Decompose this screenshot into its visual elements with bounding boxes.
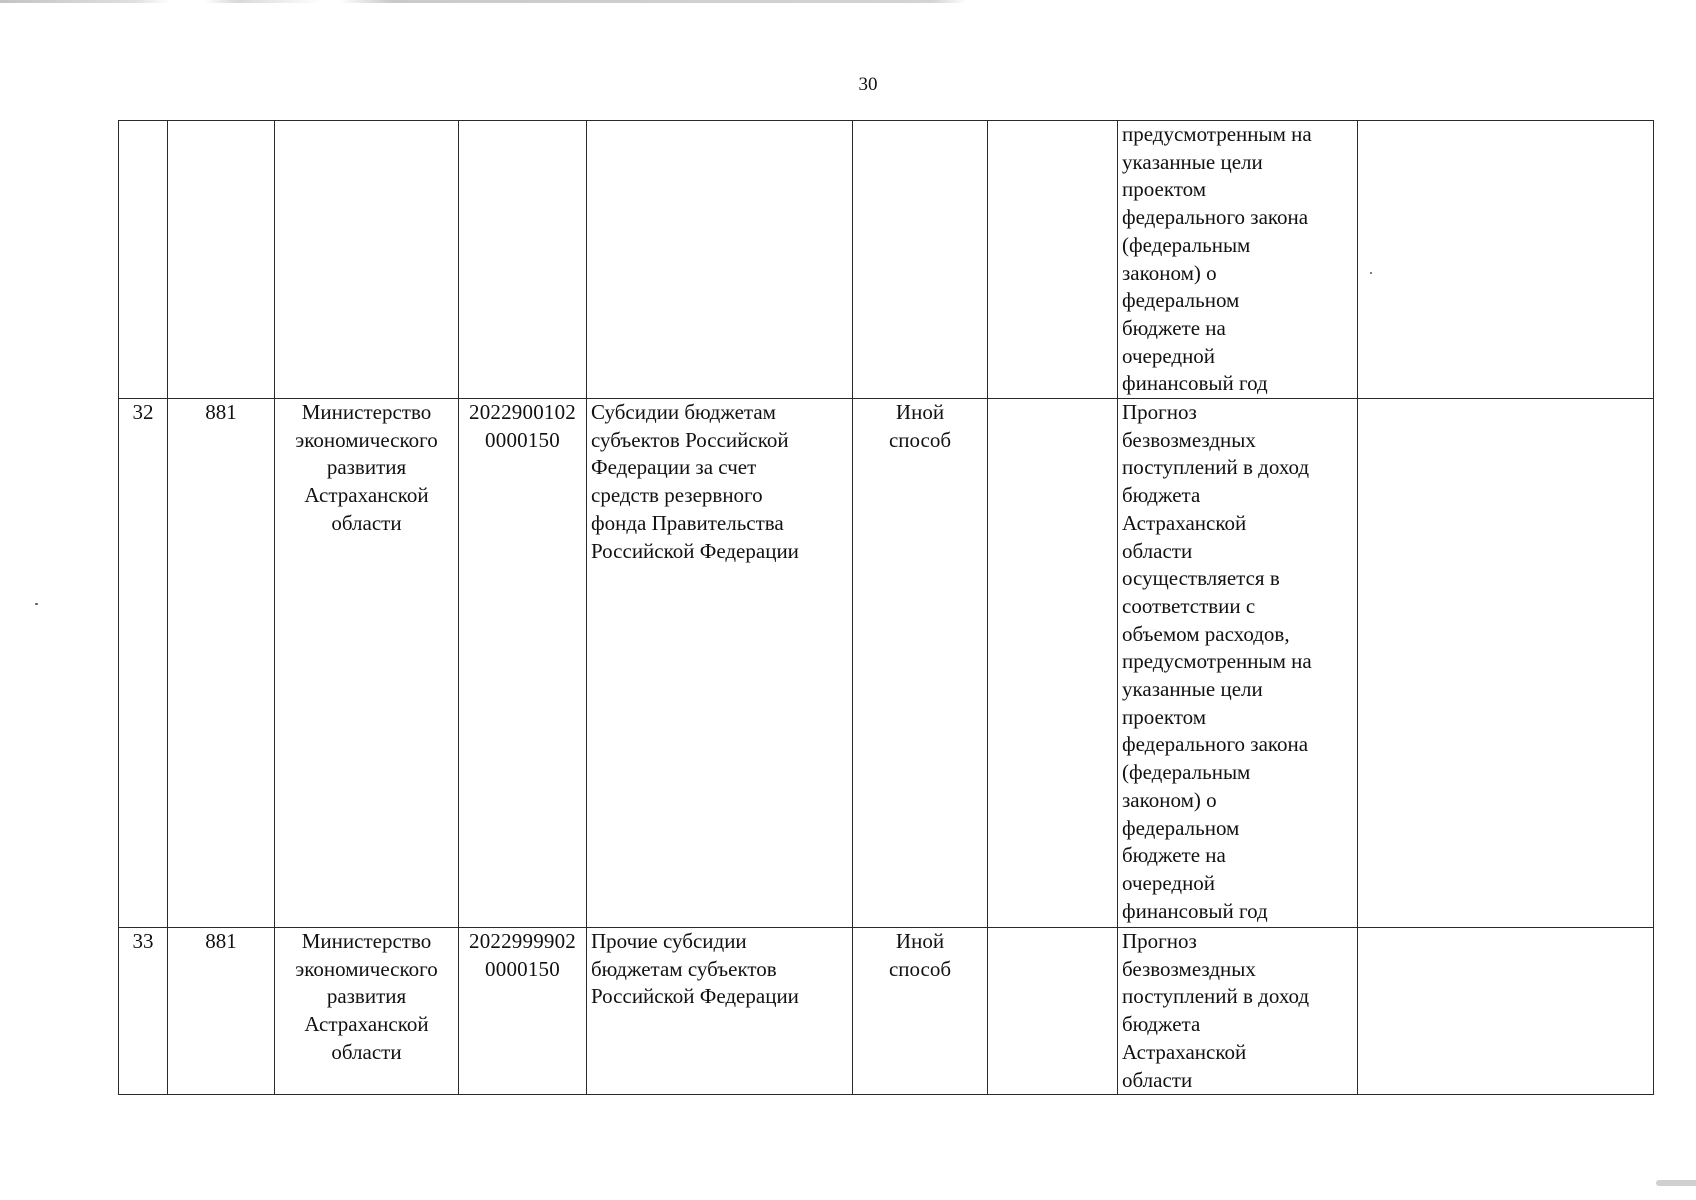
text-line: безвозмездных [1122, 427, 1256, 452]
cell-revenue-name [587, 928, 853, 1095]
text-line: Астраханской [304, 1012, 429, 1037]
cell-num: 32 [119, 399, 168, 928]
text-line: очередной [1122, 870, 1216, 895]
revenue-forecast-table [118, 120, 1654, 1095]
text-line: фонда Правительства [591, 510, 784, 535]
text-line: федерального закона [1122, 205, 1309, 230]
cell-num: 33 [119, 928, 168, 1095]
text-line: Астраханской [1122, 510, 1247, 535]
text-line: Иной [895, 929, 945, 954]
text-line: Прочие субсидии [591, 929, 747, 954]
table-row [119, 399, 1654, 928]
cell-kbk [459, 121, 587, 399]
text-line: (федеральным [1122, 232, 1251, 257]
text-line: федеральном [1122, 288, 1240, 313]
cell-method [853, 399, 988, 928]
cell-description [1118, 928, 1358, 1095]
text-line: области [1122, 1067, 1193, 1092]
text-line: указанные цели [1122, 149, 1263, 174]
cell-revenue-name [587, 121, 853, 399]
text-line: поступлений в доход [1122, 984, 1310, 1009]
cell-kbk [459, 928, 587, 1095]
text-line: объемом расходов, [1122, 621, 1290, 646]
text-line: финансовый год [1122, 898, 1268, 923]
cell-note [1358, 121, 1654, 399]
text-line: 2022900102 [469, 400, 576, 425]
text-line: проектом [1122, 704, 1207, 729]
text-line: 0000150 [485, 427, 560, 452]
text-line: способ [888, 956, 952, 981]
scan-edge-top [0, 0, 1696, 3]
cell-method [853, 121, 988, 399]
text-line: соответствии с [1122, 593, 1256, 618]
text-line: Российской Федерации [591, 538, 799, 563]
text-line: очередной [1122, 343, 1216, 368]
text-line: развития [326, 455, 407, 480]
cell-administrator [275, 399, 459, 928]
table-row-continuation [119, 121, 1654, 399]
cell-formula [988, 928, 1118, 1095]
text-line: субъектов Российской [591, 427, 789, 452]
text-line: Астраханской [1122, 1039, 1247, 1064]
text-line: законом) о [1122, 260, 1217, 285]
text-line: поступлений в доход [1122, 455, 1310, 480]
text-line: 2022999902 [469, 929, 576, 954]
cell-description [1118, 399, 1358, 928]
text-line: осуществляется в [1122, 566, 1280, 591]
text-line: экономического [295, 956, 438, 981]
cell-note [1358, 928, 1654, 1095]
text-line: экономического [295, 427, 438, 452]
cell-note [1358, 399, 1654, 928]
cell-admin-code: 881 [168, 928, 275, 1095]
cell-formula [988, 121, 1118, 399]
text-line: Министерство [301, 400, 432, 425]
cell-num [119, 121, 168, 399]
text-line: безвозмездных [1122, 956, 1256, 981]
text-line: развития [326, 984, 407, 1009]
table-row [119, 928, 1654, 1095]
text-line: Федерации за счет [591, 455, 757, 480]
scan-edge-right [1656, 1180, 1696, 1186]
text-line: бюджете на [1122, 315, 1226, 340]
text-line: 0000150 [485, 956, 560, 981]
text-line: Прогноз [1122, 929, 1197, 954]
text-line: (федеральным [1122, 760, 1251, 785]
text-line: бюджета [1122, 483, 1201, 508]
text-line: федерального закона [1122, 732, 1309, 757]
text-line: предусмотренным на [1122, 122, 1312, 146]
page-number: 30 [858, 74, 878, 95]
text-line: указанные цели [1122, 677, 1263, 702]
text-line: Иной [895, 400, 945, 425]
text-line: средств резервного [591, 483, 763, 508]
text-line: бюджете на [1122, 843, 1226, 868]
cell-method [853, 928, 988, 1095]
text-line: способ [888, 427, 952, 452]
text-line: предусмотренным на [1122, 649, 1312, 674]
text-line: Прогноз [1122, 400, 1197, 425]
cell-administrator [275, 928, 459, 1095]
text-line: бюджетам субъектов [591, 956, 777, 981]
text-line: области [331, 1039, 402, 1064]
cell-admin-code [168, 121, 275, 399]
text-line: проектом [1122, 177, 1207, 202]
text-line: бюджета [1122, 1012, 1201, 1037]
scan-speck [35, 603, 38, 605]
text-line: Российской Федерации [591, 984, 799, 1009]
text-line: финансовый год [1122, 371, 1268, 396]
text-line: Астраханской [304, 483, 429, 508]
cell-kbk [459, 399, 587, 928]
cell-description [1118, 121, 1358, 399]
cell-admin-code: 881 [168, 399, 275, 928]
text-line: законом) о [1122, 787, 1217, 812]
cell-formula [988, 399, 1118, 928]
text-line: Министерство [301, 929, 432, 954]
text-line: области [1122, 538, 1193, 563]
text-line: области [331, 510, 402, 535]
text-line: федеральном [1122, 815, 1240, 840]
text-line: Субсидии бюджетам [591, 400, 776, 425]
cell-administrator [275, 121, 459, 399]
cell-revenue-name [587, 399, 853, 928]
